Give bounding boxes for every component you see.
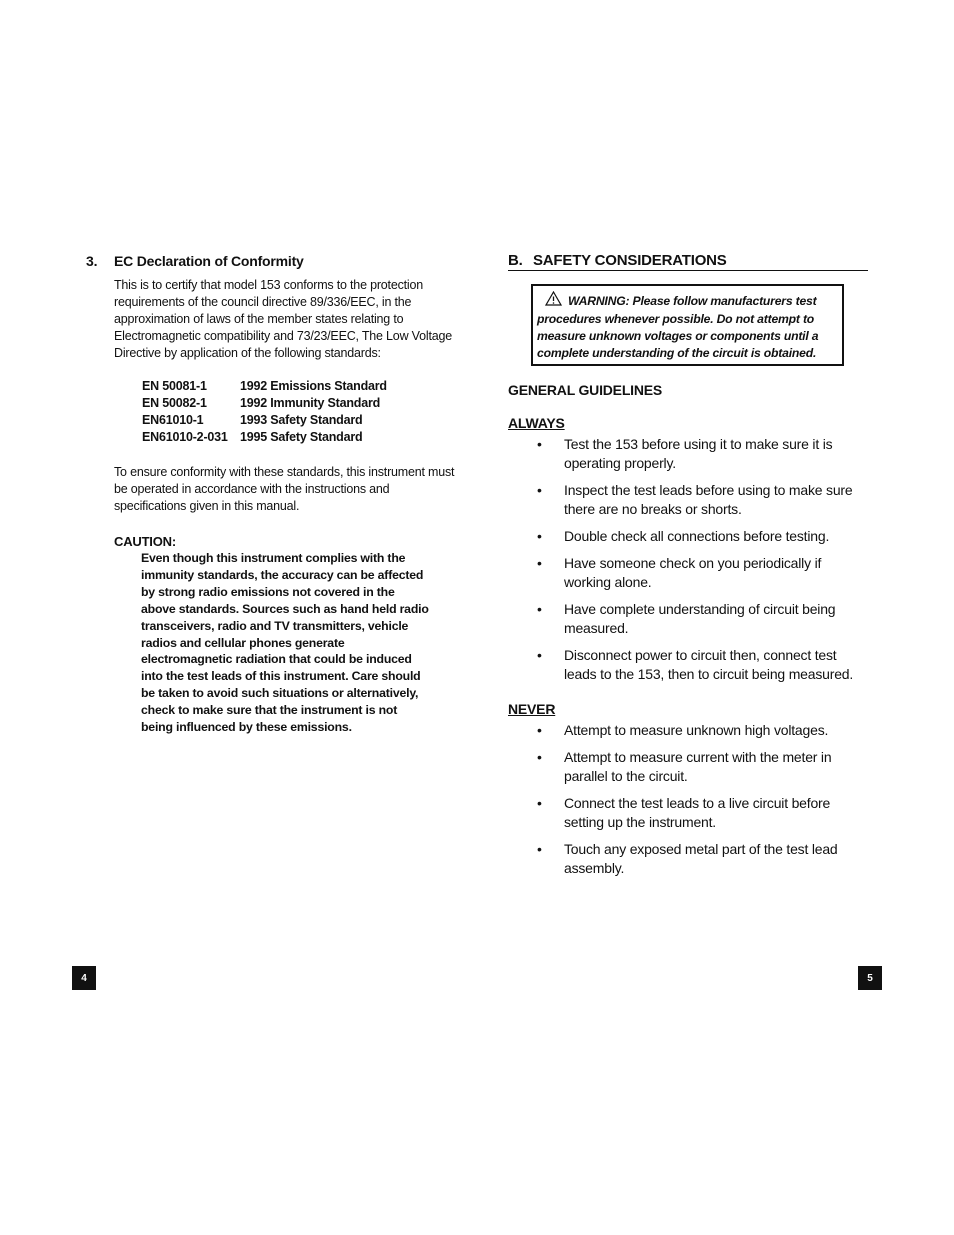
list-item-text: Have complete understanding of circuit being measured.	[564, 601, 836, 636]
section-heading	[86, 253, 456, 269]
bullet: •	[537, 482, 542, 498]
list-item-text: Attempt to measure unknown high voltages.	[564, 722, 829, 738]
bullet: •	[537, 647, 542, 663]
caution-label: CAUTION:	[114, 534, 176, 549]
guidelines-title: GENERAL GUIDELINES	[508, 382, 663, 398]
list-item-text: Test the 153 before using it to make sure it is operating properly.	[564, 436, 833, 471]
list-item	[508, 600, 868, 638]
safety-heading	[508, 252, 868, 271]
list-item	[508, 748, 868, 786]
standard-code: EN 50082-1	[142, 396, 207, 410]
intro-paragraph: This is to certify that model 153 conforms to the protection requirements of the council directive 89/336/EEC, in the approximation of laws of the member states relating to Electromagnetic compatibility and 73/23/EEC, The Low Voltage Directive by application of the following standards:	[114, 278, 452, 360]
list-item	[508, 435, 868, 473]
list-item	[508, 527, 868, 546]
list-item-text: Disconnect power to circuit then, connect test leads to the 153, then to circuit being measured.	[564, 647, 854, 682]
page-number-left: 4	[72, 966, 96, 990]
list-item	[508, 554, 868, 592]
bullet: •	[537, 795, 542, 811]
left-page-content	[86, 253, 456, 736]
list-item	[508, 794, 868, 832]
list-item-text: Double check all connections before testing.	[564, 528, 830, 544]
page-number-right: 5	[858, 966, 882, 990]
bullet: •	[537, 528, 542, 544]
list-item-text: Connect the test leads to a live circuit before setting up the instrument.	[564, 795, 831, 830]
standard-row	[142, 413, 387, 430]
always-list	[508, 435, 868, 684]
standard-code: EN61010-1	[142, 413, 204, 427]
never-list	[508, 721, 868, 878]
conformity-paragraph: To ensure conformity with these standards, this instrument must be operated in accordance with the instructions and specifications given in this manual.	[114, 465, 455, 513]
bullet: •	[537, 722, 542, 738]
list-item-text: Touch any exposed metal part of the test lead assembly.	[564, 841, 838, 876]
warning-text: WARNING: Please follow manufacturers test procedures whenever possible. Do not attempt to measure unknown voltages or components until a complete understanding of the circuit is obtained.	[537, 294, 819, 360]
bullet: •	[537, 841, 542, 857]
warning-box	[531, 284, 844, 366]
standard-desc: 1995 Safety Standard	[240, 430, 363, 444]
bullet: •	[537, 749, 542, 765]
always-title: ALWAYS	[508, 415, 565, 431]
section-title: SAFETY CONSIDERATIONS	[533, 252, 727, 269]
standard-desc: 1993 Safety Standard	[240, 413, 363, 427]
standard-code: EN61010-2-031	[142, 430, 228, 444]
list-item	[508, 481, 868, 519]
standard-row	[142, 430, 387, 447]
list-item	[508, 721, 868, 740]
list-item-text: Attempt to measure current with the meter in parallel to the circuit.	[564, 749, 832, 784]
right-page-content	[508, 252, 868, 886]
list-item	[508, 646, 868, 684]
bullet: •	[537, 601, 542, 617]
section-letter: B.	[508, 252, 523, 269]
list-item-text: Inspect the test leads before using to make sure there are no breaks or shorts.	[564, 482, 853, 517]
section-number: 3.	[86, 253, 98, 269]
bullet: •	[537, 555, 542, 571]
section-title: EC Declaration of Conformity	[114, 253, 304, 269]
caution-text: Even though this instrument complies with the immunity standards, the accuracy can be affected by strong radio emissions not covered in the above standards. Sources such as hand held radio transceivers, radio and TV transmitters, vehicle radios and cellular phones generate electromagnetic radiation that could be induced into the test leads of this instrument. Care should be taken to avoid such situations or alternatively, check to make sure that the instrument is not being influenced by these emissions.	[141, 551, 429, 735]
list-item	[508, 840, 868, 878]
standards-table	[142, 379, 387, 447]
standard-row	[142, 396, 387, 413]
never-title: NEVER	[508, 701, 556, 717]
standard-desc: 1992 Emissions Standard	[240, 379, 387, 393]
bullet: •	[537, 436, 542, 452]
standard-row	[142, 379, 387, 396]
standard-code: EN 50081-1	[142, 379, 207, 393]
list-item-text: Have someone check on you periodically if working alone.	[564, 555, 822, 590]
warning-triangle-icon	[545, 291, 562, 311]
standard-desc: 1992 Immunity Standard	[240, 396, 381, 410]
